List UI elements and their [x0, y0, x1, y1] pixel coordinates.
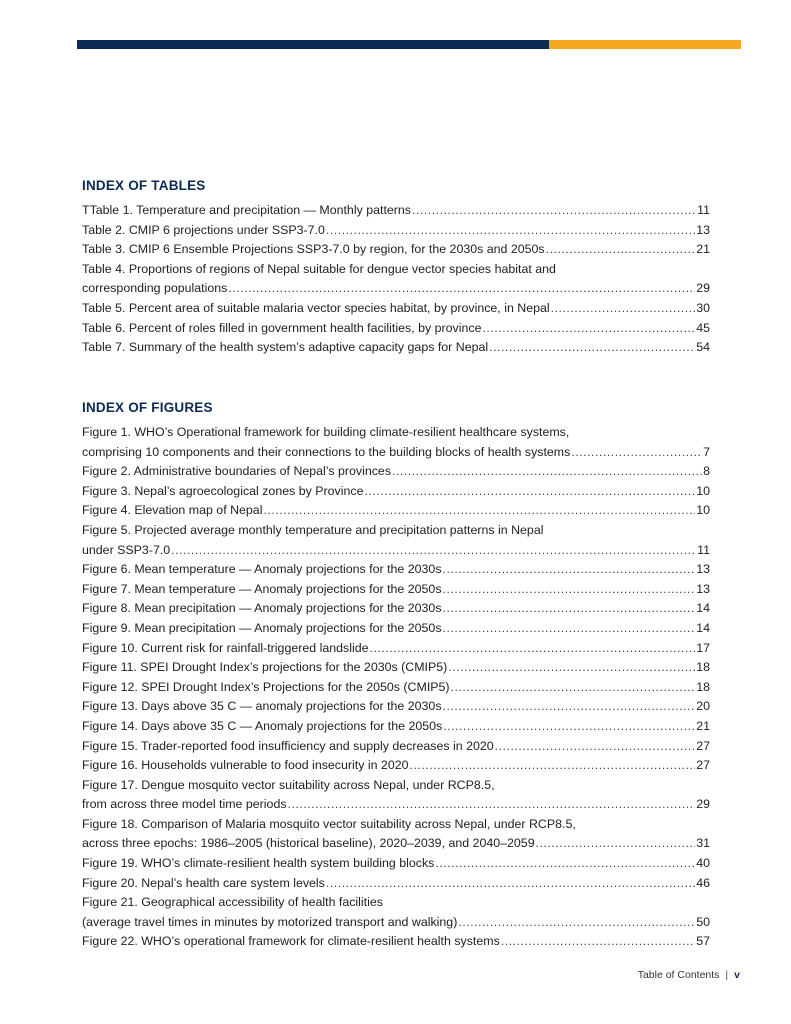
entry-title: Figure 9. Mean precipitation — Anomaly projections for the 2050s — [82, 620, 442, 635]
entry-title: across three epochs: 1986–2005 (historical baseline), 2020–2039, and 2040–2059 — [82, 836, 535, 851]
entry-title-line: Figure 17. Dengue mosquito vector suitability across Nepal, under RCP8.5, — [82, 777, 495, 792]
table-entry[interactable] — [82, 201, 710, 221]
entry-page-number: 20 — [696, 699, 710, 714]
entry-page-number: 21 — [696, 242, 710, 257]
dot-leader — [489, 338, 695, 358]
entry-page-number: 27 — [696, 758, 710, 773]
entry-page-number: 29 — [696, 281, 710, 296]
table-entry[interactable] — [82, 260, 710, 299]
table-entry[interactable] — [82, 240, 710, 260]
figure-entry[interactable] — [82, 482, 710, 502]
entry-title: Table 2. CMIP 6 projections under SSP3-7.0 — [82, 222, 325, 237]
entry-page-number: 13 — [696, 581, 710, 596]
figure-entry[interactable] — [82, 619, 710, 639]
dot-leader — [448, 658, 695, 678]
dot-leader — [546, 240, 696, 260]
dot-leader — [495, 737, 696, 757]
page-footer — [638, 969, 740, 981]
entry-title: Figure 13. Days above 35 C — anomaly projections for the 2030s — [82, 699, 442, 714]
dot-leader — [392, 462, 702, 482]
entry-title: Figure 15. Trader-reported food insufficiency and supply decreases in 2020 — [82, 738, 494, 753]
entry-title: Figure 7. Mean temperature — Anomaly projections for the 2050s — [82, 581, 442, 596]
tables-list — [82, 201, 710, 358]
page-number: v — [734, 969, 740, 981]
accent-bar-gold — [549, 40, 741, 49]
figures-heading: INDEX OF FIGURES — [82, 400, 213, 415]
figure-entry[interactable] — [82, 560, 710, 580]
entry-title: Table 6. Percent of roles filled in government health facilities, by province — [82, 320, 482, 335]
entry-page-number: 50 — [696, 914, 710, 929]
dot-leader — [263, 501, 695, 521]
table-entry[interactable] — [82, 319, 710, 339]
entry-title-line: Table 4. Proportions of regions of Nepal suitable for dengue vector species habitat and — [82, 261, 556, 276]
dot-leader — [536, 834, 696, 854]
entry-page-number: 46 — [696, 875, 710, 890]
dot-leader — [370, 639, 696, 659]
dot-leader — [443, 560, 696, 580]
entry-page-number: 18 — [696, 660, 710, 675]
figure-entry[interactable] — [82, 854, 710, 874]
tables-heading: INDEX OF TABLES — [82, 178, 206, 193]
dot-leader — [435, 854, 695, 874]
entry-title: Table 7. Summary of the health system’s adaptive capacity gaps for Nepal — [82, 340, 489, 355]
figure-entry[interactable] — [82, 639, 710, 659]
figure-entry[interactable] — [82, 658, 710, 678]
entry-title: (average travel times in minutes by motorized transport and walking) — [82, 914, 458, 929]
entry-page-number: 13 — [696, 222, 710, 237]
entry-title: Figure 11. SPEI Drought Index’s projections for the 2030s (CMIP5) — [82, 660, 448, 675]
dot-leader — [410, 756, 696, 776]
figure-entry[interactable] — [82, 737, 710, 757]
dot-leader — [171, 541, 696, 561]
figure-entry[interactable] — [82, 423, 710, 462]
dot-leader — [501, 932, 695, 952]
dot-leader — [412, 201, 696, 221]
entry-title: Figure 19. WHO’s climate-resilient health system building blocks — [82, 856, 435, 871]
table-entry[interactable] — [82, 299, 710, 319]
entry-page-number: 11 — [697, 203, 710, 217]
dot-leader — [482, 319, 695, 339]
entry-page-number: 18 — [696, 679, 710, 694]
entry-title: comprising 10 components and their connections to the building blocks of health systems — [82, 444, 571, 459]
dot-leader — [451, 678, 696, 698]
dot-leader — [364, 482, 695, 502]
figure-entry[interactable] — [82, 697, 710, 717]
entry-title: under SSP3-7.0 — [82, 542, 171, 557]
entry-title: Table 3. CMIP 6 Ensemble Projections SSP3-7.0 by region, for the 2030s and 2050s — [82, 242, 545, 257]
dot-leader — [443, 580, 696, 600]
entry-title: Figure 6. Mean temperature — Anomaly projections for the 2030s — [82, 562, 442, 577]
figure-entry[interactable] — [82, 580, 710, 600]
entry-title-line: Figure 5. Projected average monthly temperature and precipitation patterns in Nepal — [82, 522, 544, 537]
entry-page-number: 17 — [696, 640, 710, 655]
entry-page-number: 11 — [697, 542, 710, 557]
entry-page-number: 10 — [696, 483, 710, 498]
table-entry[interactable] — [82, 338, 710, 358]
table-entry[interactable] — [82, 221, 710, 241]
entry-title: Figure 2. Administrative boundaries of Nepal’s provinces — [82, 464, 392, 479]
figure-entry[interactable] — [82, 776, 710, 815]
figure-entry[interactable] — [82, 893, 710, 932]
entry-title-line: Figure 1. WHO’s Operational framework for building climate-resilient healthcare systems, — [82, 425, 570, 439]
dot-leader — [288, 795, 696, 815]
entry-title: Table 5. Percent area of suitable malaria vector species habitat, by province, in Nepal — [82, 300, 550, 315]
entry-title: TTable 1. Temperature and precipitation — Monthly patterns — [82, 203, 411, 217]
dot-leader — [326, 221, 695, 241]
entry-page-number: 7 — [703, 444, 710, 459]
entry-title: Figure 3. Nepal’s agroecological zones by Province — [82, 483, 364, 498]
entry-page-number: 27 — [696, 738, 710, 753]
figure-entry[interactable] — [82, 501, 710, 521]
entry-page-number: 57 — [696, 934, 710, 949]
entry-title: from across three model time periods — [82, 797, 287, 812]
footer-label: Table of Contents — [637, 969, 720, 981]
entry-page-number: 29 — [696, 797, 710, 812]
figure-entry[interactable] — [82, 462, 710, 482]
figure-entry[interactable] — [82, 932, 710, 952]
footer-separator: | — [725, 969, 729, 981]
entry-page-number: 13 — [696, 562, 710, 577]
entry-title: Figure 8. Mean precipitation — Anomaly projections for the 2030s — [82, 601, 442, 616]
dot-leader — [443, 619, 696, 639]
entry-title: Figure 16. Households vulnerable to food insecurity in 2020 — [82, 758, 409, 773]
entry-title: Figure 4. Elevation map of Nepal — [82, 503, 263, 518]
entry-page-number: 8 — [703, 464, 710, 479]
entry-page-number: 54 — [696, 340, 710, 355]
dot-leader — [443, 599, 696, 619]
header-accent-bar — [77, 40, 741, 49]
figures-list — [82, 423, 710, 952]
entry-title-line: Figure 21. Geographical accessibility of health facilities — [82, 895, 383, 910]
entry-title: Figure 22. WHO’s operational framework for climate-resilient health systems — [82, 934, 500, 949]
entry-title: Figure 20. Nepal’s health care system levels — [82, 875, 325, 890]
entry-title: Figure 14. Days above 35 C — Anomaly projections for the 2050s — [82, 718, 443, 733]
entry-title: Figure 12. SPEI Drought Index’s Projections for the 2050s (CMIP5) — [82, 679, 450, 694]
entry-page-number: 14 — [696, 601, 710, 616]
entry-title: Figure 10. Current risk for rainfall-triggered landslide — [82, 640, 369, 655]
dot-leader — [551, 299, 696, 319]
accent-bar-navy — [77, 40, 549, 49]
entry-page-number: 45 — [696, 320, 710, 335]
dot-leader — [571, 443, 702, 463]
entry-title-line: Figure 18. Comparison of Malaria mosquito vector suitability across Nepal, under RCP8.5, — [82, 816, 576, 831]
dot-leader — [443, 697, 696, 717]
figure-entry[interactable] — [82, 815, 710, 854]
dot-leader — [443, 717, 695, 737]
dot-leader — [326, 874, 695, 894]
index-of-tables — [82, 178, 710, 358]
entry-title: corresponding populations — [82, 281, 228, 296]
figure-entry[interactable] — [82, 599, 710, 619]
figure-entry[interactable] — [82, 678, 710, 698]
entry-page-number: 40 — [696, 856, 710, 871]
entry-page-number: 30 — [696, 300, 710, 315]
entry-page-number: 14 — [696, 620, 710, 635]
figure-entry[interactable] — [82, 874, 710, 894]
index-of-figures — [82, 400, 710, 952]
dot-leader — [458, 913, 695, 933]
figure-entry[interactable] — [82, 717, 710, 737]
figure-entry[interactable] — [82, 756, 710, 776]
entry-page-number: 21 — [696, 718, 710, 733]
entry-page-number: 10 — [696, 503, 710, 518]
dot-leader — [228, 279, 695, 299]
figure-entry[interactable] — [82, 521, 710, 560]
entry-page-number: 31 — [696, 836, 710, 851]
